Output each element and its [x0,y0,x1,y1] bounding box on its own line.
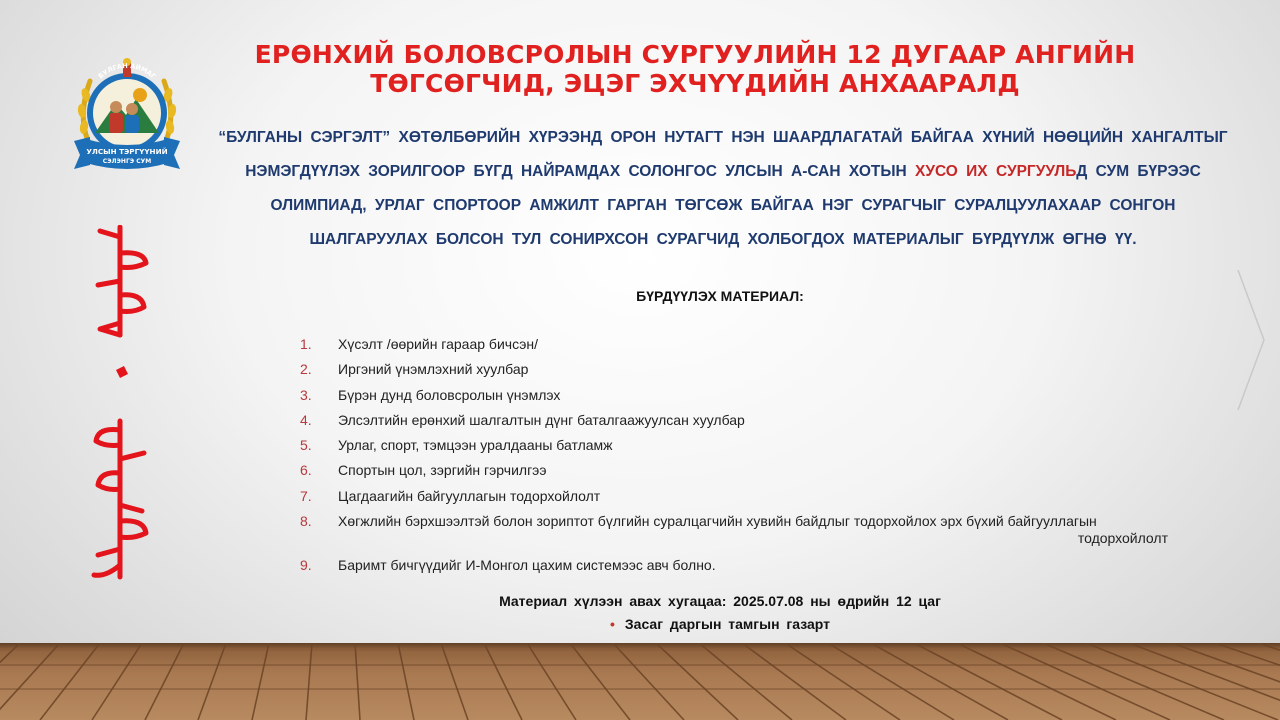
intro-paragraph [214,121,1232,257]
intro-text-before: “БУЛГАНЫ СЭРГЭЛТ” ХӨТӨЛБӨРИЙН ХҮРЭЭНД ОРОН НУТАГТ НЭН ШААРДЛАГАТАЙ БАЙГАА ХҮНИЙ НӨӨЦИЙН ХАНГАЛТЫГ НЭМЭГДҮҮЛЭХ ЗОРИЛГООР БҮГД НАЙРАМДАХ СОЛОНГОС УЛСЫН А-САН ХОТЫН [218,129,1228,180]
materials-heading: БҮРДҮҮЛЭХ МАТЕРИАЛ: [636,288,804,304]
list-item-number: 1. [300,336,312,352]
list-item-continuation: тодорхойлолт [1077,530,1168,547]
list-item-number: 4. [300,411,312,428]
office-text: Засаг даргын тамгын газарт [624,616,830,632]
list-item-text: Спортын цол, зэргийн гэрчилгээ [338,462,547,479]
list-item [300,383,1220,408]
bullet-icon: • [610,616,615,632]
page-title-line2: ТӨГСӨГЧИД, ЭЦЭГ ЭХЧҮҮДИЙН АНХААРАЛД [370,69,1020,98]
list-item [300,357,1220,382]
list-item-text: Элсэлтийн ерөнхий шалгалтын дүнг баталгаажуулсан хуулбар [338,411,745,428]
list-item-number: 3. [300,386,312,403]
intro-highlight: ХУСО ИХ СУРГУУЛЬ [915,163,1077,180]
office-line [560,616,880,632]
list-item-number: 5. [300,437,312,454]
list-item-number: 7. [300,487,312,504]
list-item-text: Цагдаагийн байгууллагын тодорхойлолт [338,487,601,504]
list-item-text: Баримт бичгүүдийг И-Монгол цахим системээс авч болно. [338,557,716,574]
emblem-top-text: БУЛГАН АЙМАГ [96,61,158,81]
sum-emblem-icon [68,55,186,173]
list-item-text: Хөгжлийн бэрхшээлтэй болон зориптот бүлгийн суралцагчийн хувийн байдлыг тодорхойлох эрх бүхий байгууллагын [338,513,1097,530]
list-item-number: 6. [300,462,312,479]
deadline-text: Материал хүлээн авах хугацаа: 2025.07.08 ны өдрийн 12 цаг [499,593,941,609]
emblem-ribbon-line2: СЭЛЭНГЭ СУМ [102,158,152,165]
page-title-line1: ЕРӨНХИЙ БОЛОВСРОЛЫН СУРГУУЛИЙН 12 ДУГААР АНГИЙН [254,40,1136,69]
list-item [300,408,1220,433]
list-item-text: Урлаг, спорт, тэмцээн уралдааны батламж [338,437,613,454]
list-item [300,458,1220,483]
list-item-text: Хүсэлт /өөрийн гараар бичсэн/ [338,336,538,352]
slide-edge-arrow-icon [1236,270,1266,410]
intro-text-after: Д СУМ БҮРЭЭС ОЛИМПИАД, УРЛАГ СПОРТООР АМЖИЛТ ГАРГАН ТӨГСӨЖ БАЙГАА НЭГ СУРАГЧЫГ СУРАЛЦУУЛАХААР СОНГОН ШАЛГАРУУЛАХ БОЛСОН ТУЛ СОНИРХСОН СУРАГЧИД ХОЛБОГДОХ МАТЕРИАЛЫГ БҮРДҮҮЛЖ ӨГНӨ ҮҮ. [270,163,1201,248]
page-title [250,40,1140,98]
list-item [300,509,1220,553]
mongolian-script-icon [86,225,156,580]
list-item-text: Иргэний үнэмлэхний хуулбар [338,361,529,378]
list-item-number: 8. [300,513,312,530]
wooden-floor [0,643,1280,720]
emblem-ribbon-line1: УЛСЫН ТЭРГҮҮНИЙ [86,147,168,156]
list-item [300,332,1220,357]
list-item [300,484,1220,509]
list-item-text: Бүрэн дунд боловсролын үнэмлэх [338,386,561,403]
list-item [300,433,1220,458]
list-item-number: 9. [300,557,312,574]
list-item-number: 2. [300,361,312,378]
list-item [300,553,1220,578]
materials-list [300,332,1220,578]
